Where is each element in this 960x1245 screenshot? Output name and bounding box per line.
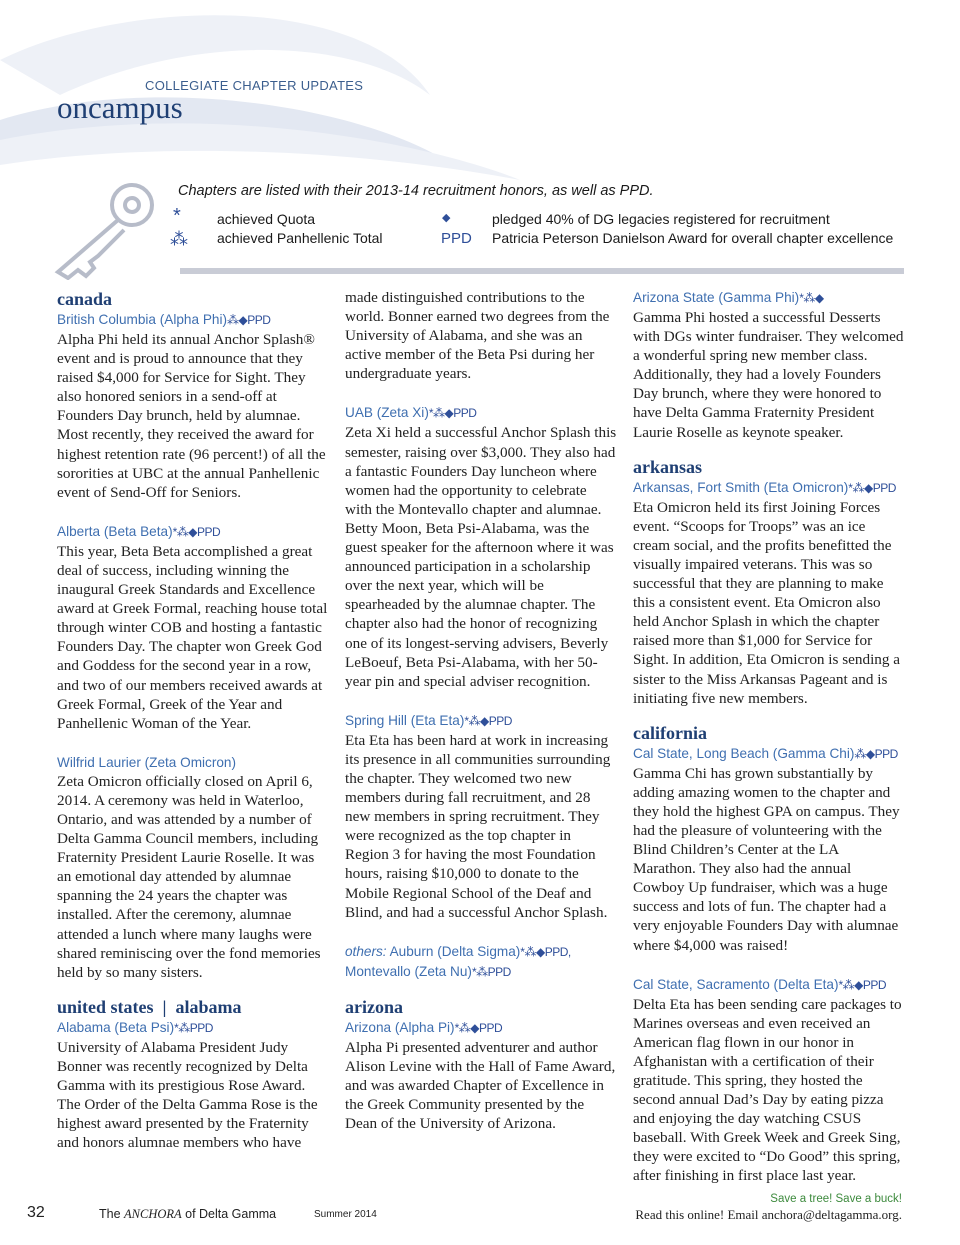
chapter-name: UAB (Zeta Xi)*⁂◆PPD: [345, 405, 477, 421]
honors-icons: ⁂◆PPD: [854, 746, 898, 761]
issue-label: Summer 2014: [314, 1209, 377, 1220]
chapter-body: Delta Eta has been sending care packages to Marines overseas and even received an American flag flown in our honor in Afghanistan with a certification of their gratitude. This spring, they hosted the second annual Dad’s Day by eating pizza and enjoying the day watching CSUS baseball. With Greek Week and Greek Sing, they were excited to “Do Good” this spring, after finishing in first place last year.: [633, 995, 902, 1185]
region-heading-california: california: [633, 722, 707, 743]
region-heading-arizona: arizona: [345, 996, 403, 1017]
others-line: others: Auburn (Delta Sigma)*⁂◆PPD,: [345, 943, 571, 959]
save-tree-note: Save a tree! Save a buck!: [770, 1193, 902, 1205]
honors-icons: *⁂◆PPD: [172, 524, 221, 539]
ppd-symbol: PPD: [441, 230, 472, 247]
chapter-name: Spring Hill (Eta Eta)*⁂◆PPD: [345, 712, 512, 728]
chapter-name: Arizona (Alpha Pi)*⁂◆PPD: [345, 1019, 503, 1035]
chapter-name: British Columbia (Alpha Phi)⁂◆PPD: [57, 312, 271, 327]
legend-quota: achieved Quota: [217, 211, 316, 227]
chapter-body: Gamma Phi hosted a successful Desserts with DGs winter fundraiser. They welcomed a wonderful spring new member class. Additionally, they had a lovely Founders Day brunch, where they were honored to have Delta Gamma Fraternity President Laurie Roselle as keynote speaker.: [633, 309, 904, 441]
chapter-body: Gamma Chi has grown substantially by adding amazing women to the chapter and they hold the highest GPA on campus. They had the pleasure of volunteering with the Blind Children’s Center at the LA Marathon. They also had the annual Cowboy Up fundraiser, which was a huge success and lots of fun. The chapter had a very enjoyable Founders Day with alumnae where $4,000 was raised!: [633, 764, 900, 954]
honors-icons: *⁂PPD: [471, 964, 511, 979]
chapter-body: Zeta Xi held a successful Anchor Splash this semester, raising over $3,000. They also had a fantastic Founders Day luncheon where women had the opportunity to celebrate with the Montevallo chapter and alumnae. Betty Moon, Beta Psi-Alabama, was the guest speaker for the afternoon where it was announced participation in a scholarship over the next year, which will be spearheaded by the alumnae chapter. The chapter also had the honor of recognizing one of its longest-serving advisers, Beverly LeBoeuf, Beta Psi-Alabama, with her 50-year pin and special adviser recognition.: [345, 424, 617, 690]
legacy-symbol: ◆: [442, 212, 451, 224]
chapter-body: Alpha Pi presented adventurer and author Alison Levine with the Hall of Fame Award, and was awarded Chapter of Excellence in the Greek Community presented by the Dean of the University of Arizona.: [345, 1038, 616, 1133]
chapter-name: Arkansas, Fort Smith (Eta Omicron)*⁂◆PPD: [633, 479, 896, 495]
quota-symbol: *: [173, 205, 181, 227]
chapter-body: Alpha Phi held its annual Anchor Splash® event and is proud to announce that they raised $4,000 for Service for Sight. They also honored seniors in a send-off at Founders Day brunch, held by alumnae. Most recently, they received the award for highest retention rate (96 percent!) of all the sororities at UBC at the annual Panhellenic event of Send-Off for Seniors.: [57, 331, 326, 501]
chapter-body: Eta Eta has been hard at work in increasing its presence in all communities surrounding the chapter. They welcomed two new members during fall recruitment, and 28 new members in spring recruitment. They were recognized as the top chapter in Region 3 for having the most Foundation hours, raising $10,000 to donate to the Mobile Regional School of the Deaf and Blind, and had a successful Anchor Splash.: [345, 731, 611, 921]
honors-icons: *⁂◆PPD: [428, 406, 477, 421]
key-icon: [50, 180, 170, 280]
column-2: [345, 288, 617, 1153]
honors-icons: *⁂◆: [799, 291, 824, 305]
panhellenic-symbol: ⁂: [170, 229, 188, 249]
honors-icons: *⁂◆PPD: [454, 1020, 503, 1035]
region-heading-alabama: united states | alabama: [57, 996, 242, 1017]
chapter-name: Cal State, Sacramento (Delta Eta)*⁂◆PPD: [633, 976, 887, 992]
legend-legacies: pledged 40% of DG legacies registered for recruitment: [492, 211, 830, 227]
others-line: Montevallo (Zeta Nu)*⁂PPD: [345, 963, 511, 979]
legend-intro: Chapters are listed with their 2013-14 recruitment honors, as well as PPD.: [178, 183, 654, 199]
honors-icons: ⁂◆PPD: [227, 313, 271, 327]
chapter-name: Cal State, Long Beach (Gamma Chi)⁂◆PPD: [633, 745, 898, 761]
honors-icons: *⁂◆PPD: [838, 977, 887, 992]
chapter-name: Alberta (Beta Beta)*⁂◆PPD: [57, 523, 221, 539]
honors-icons: *⁂◆PPD: [848, 480, 896, 495]
chapter-body: Eta Omicron held its first Joining Forces event. “Scoops for Troops” was an ice cream social, and the profits benefitted the visually impaired veterans. This was so successful that they are planning to make this a consistent event. Eta Omicron also held Anchor Splash in which the chapter raised more than $1,000 for Service for Sight. In addition, Eta Omicron is sending a sister to the Miss Arkansas Pageant and is initiating five new members.: [633, 498, 901, 707]
legend-ppd: Patricia Peterson Danielson Award for overall chapter excellence: [492, 230, 894, 246]
region-heading-canada: canada: [57, 289, 113, 309]
honors-icons: *⁂PPD: [174, 1020, 213, 1035]
column-3: [633, 288, 905, 1206]
chapter-body: Zeta Omicron officially closed on April 6, 2014. A ceremony was held in Waterloo, Ontario, and was attended by a number of Delta Gamma Council members, including Fraternity President Laurie Roselle. It was an emotional day attended by alumnae spanning the 24 years the chapter was installed. After the ceremony, alumnae attended a lunch where many laughs were shared reminiscing over the fond memories held by so many sisters.: [57, 772, 321, 981]
chapter-name: Wilfrid Laurier (Zeta Omicron): [57, 754, 237, 770]
divider-rule: [180, 268, 904, 274]
chapter-name: Alabama (Beta Psi)*⁂PPD: [57, 1019, 213, 1035]
section-title: oncampus: [57, 90, 183, 125]
chapter-body: University of Alabama President Judy Bonner was recently recognized by Delta Gamma with its prestigious Rose Award. The Order of the Delta Gamma Rose is the highest award presented by the Fraternity and honors alumnae members who have: [57, 1038, 318, 1152]
honors-icons: *⁂◆PPD,: [520, 944, 571, 959]
publication-name: The ANCHORA of Delta Gamma: [99, 1207, 277, 1221]
chapter-name: Arizona State (Gamma Phi)*⁂◆: [633, 290, 824, 305]
chapter-body: made distinguished contributions to the world. Bonner earned two degrees from the University of Alabama, and she was an active member of the Beta Psi during her undergraduate years.: [345, 289, 610, 383]
page-number: 32: [27, 1204, 45, 1221]
section-kicker: COLLEGIATE CHAPTER UPDATES: [145, 78, 364, 93]
chapter-body: This year, Beta Beta accomplished a great deal of success, including winning the inaugural Greek Standards and Excellence award at Greek Formal, reaching house total through winter COB and hosting a fantastic Founders Day. The chapter won Greek God and Goddess for the second year in a row, and two of our members received awards at Greek Formal, Greek of the Year and Panhellenic Woman of the Year.: [57, 542, 328, 732]
region-heading-arkansas: arkansas: [633, 456, 703, 477]
email-link[interactable]: Read this online! Email anchora@deltagamma.org.: [635, 1207, 902, 1222]
honors-icons: *⁂◆PPD: [464, 713, 512, 728]
legend-panhellenic: achieved Panhellenic Total: [217, 230, 383, 246]
column-1: [57, 288, 329, 1172]
